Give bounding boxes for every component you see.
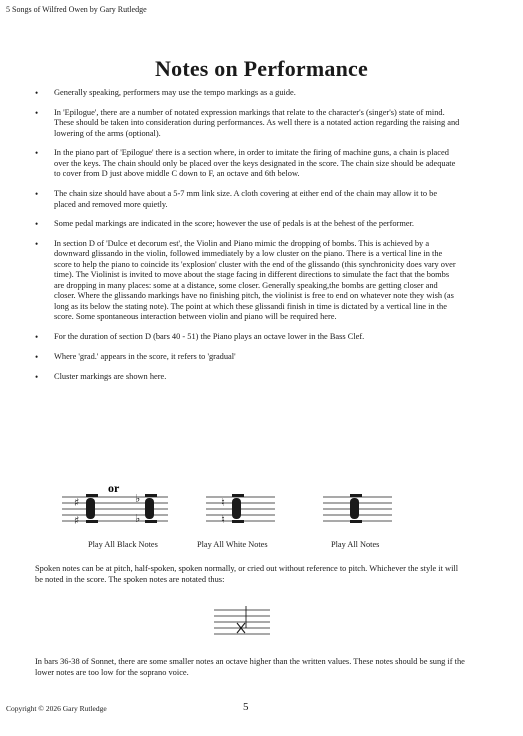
cluster-or-label: or [108, 481, 120, 495]
spoken-notes-paragraph: Spoken notes can be at pitch, half-spoken, spoken normally, or cried out without reference to pitch. Whichever the style it will be noted in the score. The spoken notes are notated thus: [35, 564, 459, 584]
list-item: • For the duration of section D (bars 40 - 51) the Piano plays an octave lower in the Bass Clef. [35, 332, 460, 343]
list-item: • Generally speaking, performers may use the tempo markings as a guide. [35, 88, 460, 99]
svg-text:♯: ♯ [74, 496, 80, 509]
performance-notes-list [35, 88, 460, 391]
page-title: Notes on Performance [155, 56, 368, 81]
spoken-note-figure [0, 600, 523, 650]
svg-text:♯: ♯ [74, 514, 80, 527]
caption-black-notes: Play All Black Notes [88, 540, 158, 549]
copyright-footer: Copyright © 2026 Gary Rutledge [6, 704, 107, 713]
page-number: 5 [243, 701, 249, 713]
list-item: • Where 'grad.' appears in the score, it refers to 'gradual' [35, 352, 460, 363]
list-item: • In 'Epilogue', there are a number of notated expression markings that relate to the character's (singer's) state of mind. These should be taken into consideration during performances. As well there is a notated action regarding the raising and lowering of the arms (optional). [35, 108, 460, 140]
sonnet-paragraph: In bars 36-38 of Sonnet, there are some smaller notes an octave higher than the written values. These notes should be sung if the lower notes are too low for the soprano voice. [35, 657, 465, 677]
cluster-all-icon [350, 494, 362, 523]
svg-text:♮: ♮ [221, 496, 225, 509]
cluster-flats-icon [135, 492, 157, 525]
list-item: • Cluster markings are shown here. [35, 372, 460, 383]
list-item: • In section D of 'Dulce et decorum est', the Violin and Piano mimic the dropping of bombs. This is achieved by a downward glissando in the violin, followed immediately by a low cluster on the piano. There is a vertical line in the score to help the piano to coincide its 'explosion' cluster with the end of the glissando (this synchronicity does vary over time). The Violinist is invited to move about the stage facing in different directions to simulate the fact that the bombs are dropping in many places: some at a distance, some closer. Generally speaking,the bombs are getting closer and closer. Where the glissando markings have no finishing pitch, the violinist is free to end on whatever note they wish (as long as its below the stating note). The point at which these glissandi finish in time is dictated by a vertical line in the score. Some spontaneous interaction between violin and piano will be required here. [35, 239, 460, 323]
list-item: • Some pedal markings are indicated in the score; however the use of pedals is at the behest of the performer. [35, 219, 460, 230]
list-item: • In the piano part of 'Epilogue' there is a section where, in order to imitate the firing of machine guns, a chain is placed over the keys. The chain should only be placed over the keys designated in the score. The chain size should be adequate to cover from D just above middle C down to F, an octave and 6th below. [35, 148, 460, 180]
svg-text:♭: ♭ [135, 492, 141, 505]
cluster-sharps-icon [74, 494, 98, 527]
list-item: • The chain size should have about a 5-7 mm link size. A cloth covering at either end of the chain may allow it to be placed and removed more quietly. [35, 189, 460, 210]
cluster-naturals-icon [221, 494, 244, 526]
caption-white-notes: Play All White Notes [197, 540, 268, 549]
caption-all-notes: Play All Notes [331, 540, 380, 549]
running-header: 5 Songs of Wilfred Owen by Gary Rutledge [6, 5, 147, 14]
svg-text:♭: ♭ [135, 512, 141, 525]
svg-text:♮: ♮ [221, 513, 225, 526]
